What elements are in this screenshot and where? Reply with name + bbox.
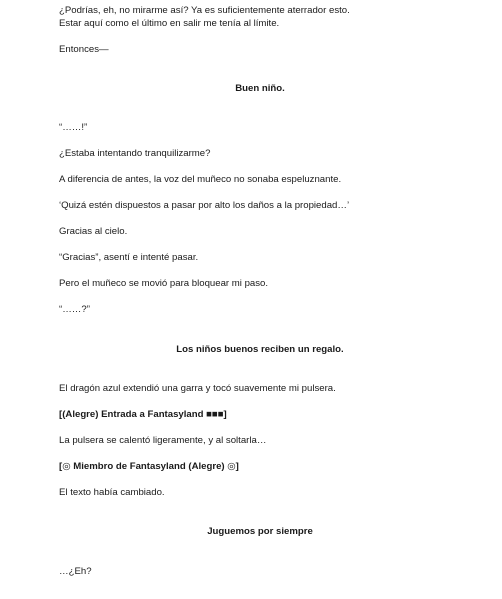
paragraph-7: ‘Quizá estén dispuestos a pasar por alto los daños a la propiedad…’ (59, 200, 350, 211)
paragraph-12: El dragón azul extendió una garra y tocó suavemente mi pulsera. (59, 383, 336, 394)
paragraph-13: La pulsera se calentó ligeramente, y al soltarla… (59, 435, 267, 446)
paragraph-9: “Gracias”, asentí e intenté pasar. (59, 252, 199, 263)
paragraph-11: “……?” (59, 304, 90, 315)
paragraph-15: …¿Eh? (59, 566, 92, 577)
centered-line-3: Juguemos por siempre (207, 526, 313, 537)
paragraph-2: Estar aquí como el último en salir me tenía al límite. (59, 18, 280, 29)
system-message-1: [(Alegre) Entrada a Fantasyland ■■■] (59, 409, 227, 420)
centered-line-2: Los niños buenos reciben un regalo. (176, 344, 344, 355)
paragraph-8: Gracias al cielo. (59, 226, 128, 237)
paragraph-5: ¿Estaba intentando tranquilizarme? (59, 148, 211, 159)
paragraph-4: “……!” (59, 122, 88, 133)
centered-line-1: Buen niño. (235, 83, 285, 94)
paragraph-10: Pero el muñeco se movió para bloquear mi paso. (59, 278, 269, 289)
paragraph-6: A diferencia de antes, la voz del muñeco no sonaba espeluznante. (59, 174, 342, 185)
system-message-2: [◎ Miembro de Fantasyland (Alegre) ◎] (59, 461, 239, 472)
paragraph-1: ¿Podrías, eh, no mirarme así? Ya es suficientemente aterrador esto. (59, 5, 350, 16)
paragraph-3: Entonces— (59, 44, 109, 55)
paragraph-14: El texto había cambiado. (59, 487, 165, 498)
